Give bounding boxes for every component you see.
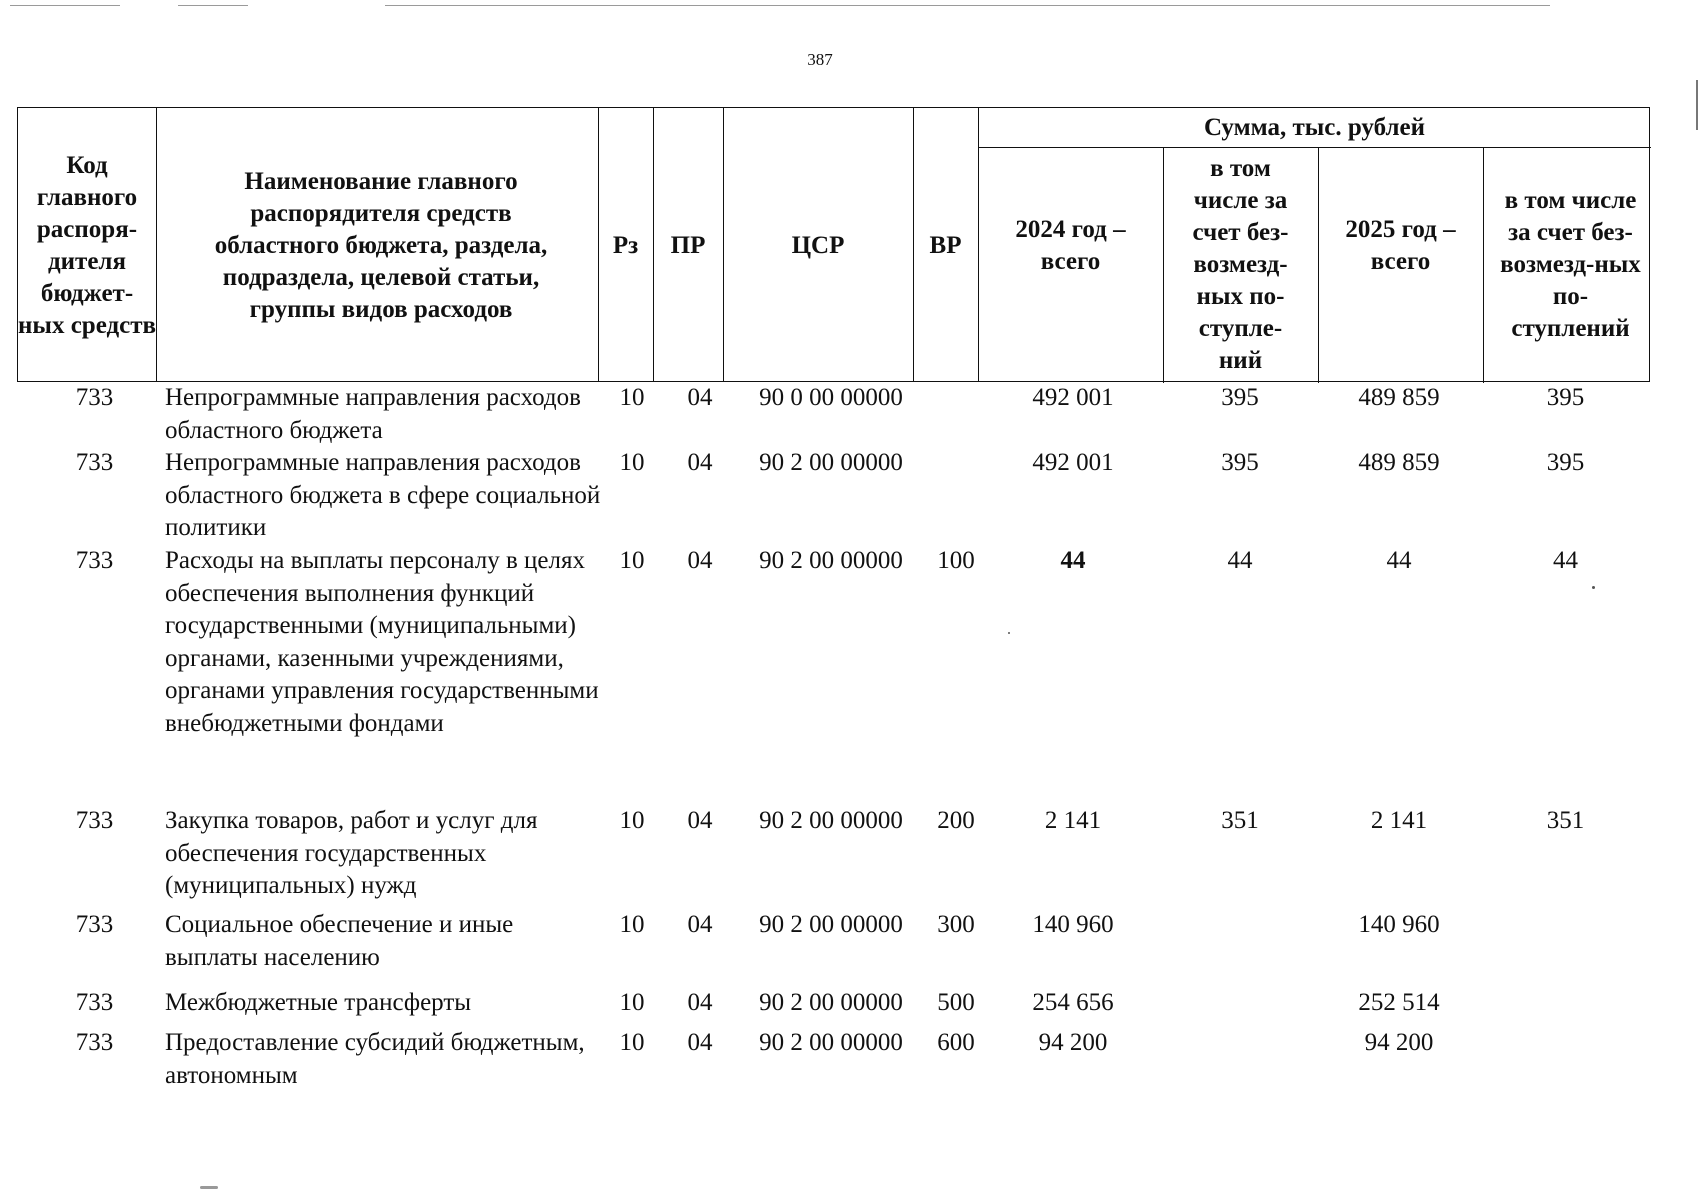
cell-2024-total: 254 656 [1032, 989, 1114, 1016]
cell-name: Закупка товаров, работ и услуг для обеспечения государственных (муниципальных) нужд [165, 807, 538, 899]
cell-2024-total: 44 [1060, 547, 1086, 574]
cell-pr: 04 [687, 989, 713, 1016]
cell-pr: 04 [687, 807, 713, 834]
header-2024-total: 2024 год – всего [1015, 215, 1126, 275]
cell-2025-total: 252 514 [1358, 989, 1440, 1016]
cell-name: Непрограммные направления расходов областного бюджета [165, 384, 581, 444]
header-rz: Рз [612, 231, 639, 259]
cell-name: Расходы на выплаты персоналу в целях обеспечения выполнения функций государственными (муниципальными) органами, казенными учреждениями, органами управления государственными внебюджетными фондами [165, 547, 599, 737]
cell-2025-total: 489 859 [1358, 384, 1440, 411]
cell-name: Межбюджетные трансферты [165, 989, 472, 1016]
header-code: Код главного распоря-дителя бюджет-ных средств [18, 151, 156, 339]
cell-2024-total: 492 001 [1032, 449, 1114, 476]
column-divider [978, 108, 979, 381]
cell-csr: 90 2 00 00000 [759, 911, 903, 938]
scan-top-rule [385, 5, 1550, 6]
scan-top-rule [178, 5, 248, 6]
cell-code: 733 [75, 1029, 114, 1056]
column-divider [1163, 147, 1164, 383]
cell-vr: 200 [937, 807, 975, 834]
cell-pr: 04 [687, 547, 713, 574]
cell-csr: 90 0 00 00000 [759, 384, 903, 411]
cell-csr: 90 2 00 00000 [759, 989, 903, 1016]
cell-rz: 10 [619, 989, 645, 1016]
cell-csr: 90 2 00 00000 [759, 547, 903, 574]
header-name: Наименование главного распорядителя средств областного бюджета, раздела, подраздела, целевой статьи, группы видов расходов [214, 167, 548, 323]
cell-2025-total: 489 859 [1358, 449, 1440, 476]
header-pr: ПР [670, 231, 706, 259]
cell-2024-total: 2 141 [1044, 807, 1102, 834]
cell-2025-total: 140 960 [1358, 911, 1440, 938]
cell-csr: 90 2 00 00000 [759, 449, 903, 476]
cell-2025-total: 2 141 [1370, 807, 1428, 834]
header-2024-free: в том числе за счет без-возмезд-ных по-ступле-ний [1192, 155, 1289, 374]
column-divider [156, 108, 157, 381]
table-header [17, 107, 1650, 382]
scan-speck [1008, 632, 1010, 634]
cell-2025-free: 395 [1546, 449, 1585, 476]
header-sum-group: Сумма, тыс. рублей [1203, 113, 1426, 141]
column-divider [1318, 147, 1319, 383]
cell-code: 733 [75, 384, 114, 411]
cell-2025-free: 351 [1546, 807, 1585, 834]
cell-2024-total: 492 001 [1032, 384, 1114, 411]
cell-pr: 04 [687, 384, 713, 411]
cell-code: 733 [75, 449, 114, 476]
cell-2025-free: 44 [1553, 547, 1578, 574]
scan-speck [200, 1186, 218, 1189]
page-number: 387 [807, 50, 833, 69]
header-vr: ВР [929, 231, 962, 259]
cell-csr: 90 2 00 00000 [759, 807, 903, 834]
cell-2024-free: 44 [1227, 547, 1253, 574]
cell-code: 733 [75, 547, 114, 574]
cell-name: Непрограммные направления расходов областного бюджета в сфере социальной политики [165, 449, 601, 541]
cell-2025-free: 395 [1546, 384, 1585, 411]
cell-2024-free: 351 [1221, 807, 1259, 834]
cell-rz: 10 [619, 449, 645, 476]
header-2025-total: 2025 год – всего [1345, 215, 1456, 275]
cell-pr: 04 [687, 449, 713, 476]
cell-vr: 600 [937, 1029, 975, 1056]
cell-rz: 10 [619, 384, 645, 411]
cell-pr: 04 [687, 1029, 713, 1056]
cell-vr: 500 [937, 989, 975, 1016]
header-csr: ЦСР [791, 231, 845, 259]
cell-vr: 100 [937, 547, 975, 574]
cell-code: 733 [75, 807, 114, 834]
cell-csr: 90 2 00 00000 [759, 1029, 903, 1056]
cell-2024-free: 395 [1221, 449, 1259, 476]
cell-code: 733 [75, 989, 114, 1016]
header-2025-free: в том числе за счет без-возмезд-ных по-ступлений [1500, 187, 1641, 342]
scan-speck [1592, 586, 1595, 589]
cell-name: Социальное обеспечение и иные выплаты населению [165, 911, 514, 971]
cell-name: Предоставление субсидий бюджетным, автономным [165, 1029, 585, 1089]
cell-2024-total: 94 200 [1038, 1029, 1108, 1056]
column-divider [1483, 147, 1484, 383]
scan-top-rule [10, 5, 120, 6]
cell-vr: 300 [937, 911, 975, 938]
scan-edge-rule [1696, 80, 1698, 130]
cell-pr: 04 [687, 911, 713, 938]
cell-rz: 10 [619, 547, 645, 574]
cell-2025-total: 94 200 [1364, 1029, 1434, 1056]
cell-2024-free: 395 [1221, 384, 1259, 411]
cell-rz: 10 [619, 911, 645, 938]
cell-code: 733 [75, 911, 114, 938]
cell-rz: 10 [619, 1029, 645, 1056]
cell-2024-total: 140 960 [1032, 911, 1114, 938]
cell-2025-total: 44 [1386, 547, 1412, 574]
cell-rz: 10 [619, 807, 645, 834]
